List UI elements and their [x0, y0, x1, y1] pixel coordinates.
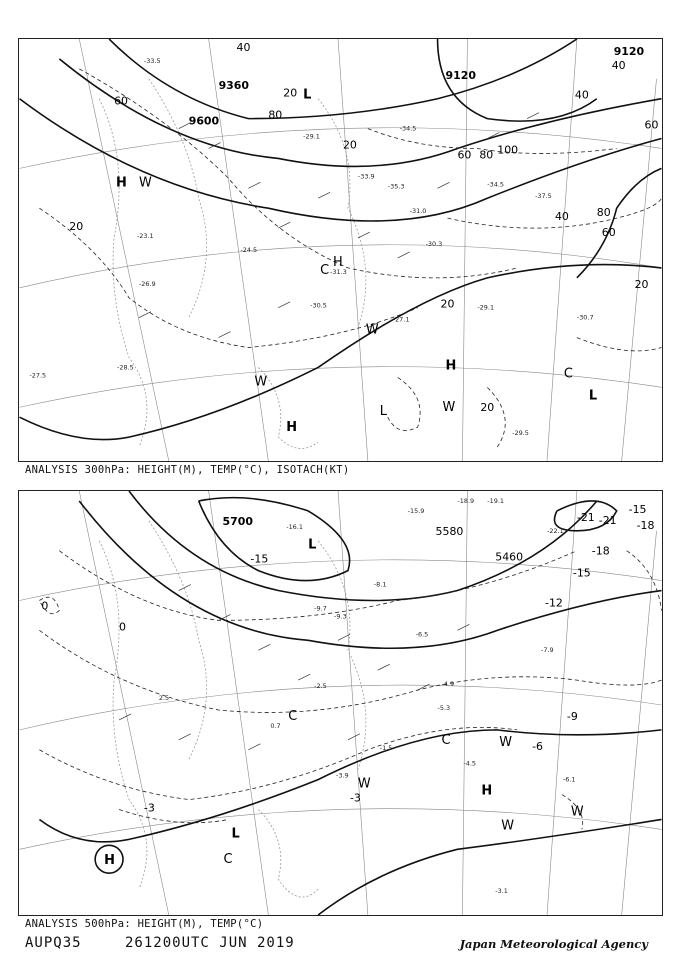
warm-center: W [501, 818, 515, 834]
temp-value: -33.9 [357, 172, 375, 181]
high-center: H [481, 783, 493, 799]
map-300hpa [19, 39, 662, 461]
map-panel-500hpa [18, 490, 663, 916]
station-value: -22.1 [547, 526, 564, 535]
station-value: -3.9 [336, 771, 349, 780]
cold-center: C [563, 366, 573, 382]
temp-value: -26.9 [138, 279, 156, 288]
station-value: -9.3 [334, 612, 347, 621]
valid-time: 261200UTC JUN 2019 [125, 935, 295, 951]
isotach-label: 20 [342, 138, 357, 152]
isotach-label: 60 [457, 148, 472, 162]
temp-contour-label: 0 [41, 599, 49, 613]
warm-center: W [357, 776, 371, 792]
wind-barbs [119, 585, 469, 750]
high-center: H [445, 358, 457, 374]
warm-center: W [365, 322, 379, 338]
temp-value: -34.5 [399, 124, 417, 133]
station-value: -6.5 [415, 630, 429, 639]
isotach-label: 40 [236, 40, 251, 54]
height-label: 5700 [222, 514, 254, 528]
station-value: -16.1 [286, 522, 303, 531]
height-label: 5460 [495, 550, 524, 564]
station-value: -18.9 [457, 496, 475, 505]
warm-center: W [570, 804, 584, 820]
temp-contour-label: -3 [143, 801, 155, 815]
station-value: -5.3 [437, 703, 451, 712]
cold-center: C [288, 708, 298, 724]
temp-value: -35.3 [387, 182, 405, 191]
high-center: H [286, 420, 298, 436]
cold-center: C [320, 262, 330, 278]
graticule [20, 491, 662, 915]
temp-contour-label: -15 [250, 552, 269, 566]
station-value: -6.1 [562, 775, 576, 784]
temp-contour-label: -9 [566, 709, 578, 723]
low-center: L [303, 87, 312, 103]
temp-value: -37.5 [535, 192, 552, 201]
station-value: 0.7 [270, 721, 281, 730]
station-value: -9.7 [314, 604, 327, 613]
temp-contours [39, 551, 661, 830]
temp-value: -23.1 [136, 232, 154, 241]
isotachs [39, 69, 661, 447]
temp-contour-label: -6 [532, 739, 544, 753]
isotach-label: 100 [497, 143, 519, 157]
station-value: -19.1 [487, 496, 505, 505]
station-value: 2.5 [158, 694, 170, 703]
height-label: 9360 [218, 78, 250, 92]
high-center: H [104, 853, 115, 869]
temp-value: -29.5 [512, 429, 529, 438]
isotach-label: 20 [480, 401, 495, 415]
temp-contour-label: -15 [628, 502, 647, 516]
temp-contour-label: -18 [591, 544, 610, 558]
panel-caption-500hpa: ANALYSIS 500hPa: HEIGHT(M), TEMP(°C) [25, 918, 264, 930]
temp-value: -29.1 [303, 132, 320, 141]
temp-value: -28.5 [117, 363, 134, 372]
warm-center: W [499, 734, 513, 750]
temp-contour-label: -18 [636, 518, 655, 532]
isotach-label: 80 [596, 206, 611, 220]
high-center: H [333, 254, 343, 270]
cold-center: C [441, 732, 451, 748]
low-center: L [231, 826, 240, 842]
isotach-label: 60 [601, 226, 616, 240]
isotach-label: 80 [268, 108, 283, 122]
station-value: -1.5 [379, 743, 393, 752]
agency-name: Japan Meteorological Agency [459, 937, 648, 951]
temp-value: -30.3 [425, 240, 443, 249]
station-value: -4.9 [441, 680, 455, 689]
temp-value: -31.3 [330, 267, 347, 276]
temp-value: -31.0 [409, 207, 427, 216]
isotach-label: 40 [574, 88, 589, 102]
temp-value: -30.7 [576, 313, 594, 322]
height-label: 9600 [188, 114, 220, 128]
temp-value: -27.1 [392, 315, 410, 324]
temp-contour-label: -12 [545, 596, 563, 610]
height-label: 9120 [445, 68, 476, 82]
isotach-label: 20 [634, 277, 649, 291]
low-center: L [308, 537, 317, 553]
low-center: L [379, 404, 388, 420]
temp-contour-label: -21 [598, 513, 617, 527]
isotach-label: 20 [283, 86, 298, 100]
station-value: -15.9 [407, 506, 425, 515]
warm-center: W [442, 400, 456, 416]
temp-value: -34.5 [487, 180, 505, 189]
temp-contour-label: -21 [576, 510, 595, 524]
warm-center: W [138, 175, 152, 191]
map-500hpa [19, 491, 662, 915]
isotach-label: 40 [611, 58, 626, 72]
station-value: -7.9 [541, 646, 554, 655]
temp-contour-label: -3 [349, 791, 361, 805]
high-center: H [116, 175, 127, 191]
temp-contour-label: -15 [572, 566, 591, 580]
isotach-label: 20 [440, 297, 455, 311]
isotach-label: 60 [114, 94, 128, 108]
isotach-label: 20 [69, 220, 84, 234]
temp-value: -24.5 [240, 245, 258, 254]
warm-center: W [254, 374, 268, 390]
isotach-label: 40 [554, 210, 569, 224]
station-value: -4.5 [463, 759, 477, 768]
height-label: 9120 [613, 44, 645, 58]
station-value: -8.1 [373, 580, 387, 589]
map-panel-300hpa [18, 38, 663, 462]
temp-value: -29.1 [477, 303, 495, 312]
low-center: L [588, 388, 598, 404]
station-value: -2.5 [314, 682, 327, 691]
height-contours [39, 491, 661, 915]
temp-contour-label: 0 [119, 620, 127, 634]
panel-caption-300hpa: ANALYSIS 300hPa: HEIGHT(M), TEMP(°C), ISOTACH(KT) [25, 464, 350, 476]
station-value: -3.1 [495, 887, 508, 896]
height-label: 5580 [435, 524, 464, 538]
temp-value: -27.5 [29, 371, 47, 380]
temp-value: -30.5 [310, 301, 327, 310]
chart-code: AUPQ35 [25, 935, 82, 951]
cold-center: C [223, 852, 233, 868]
isotach-label: 80 [479, 148, 494, 162]
isotach-label: 60 [644, 118, 659, 132]
temp-value: -33.5 [143, 56, 161, 65]
